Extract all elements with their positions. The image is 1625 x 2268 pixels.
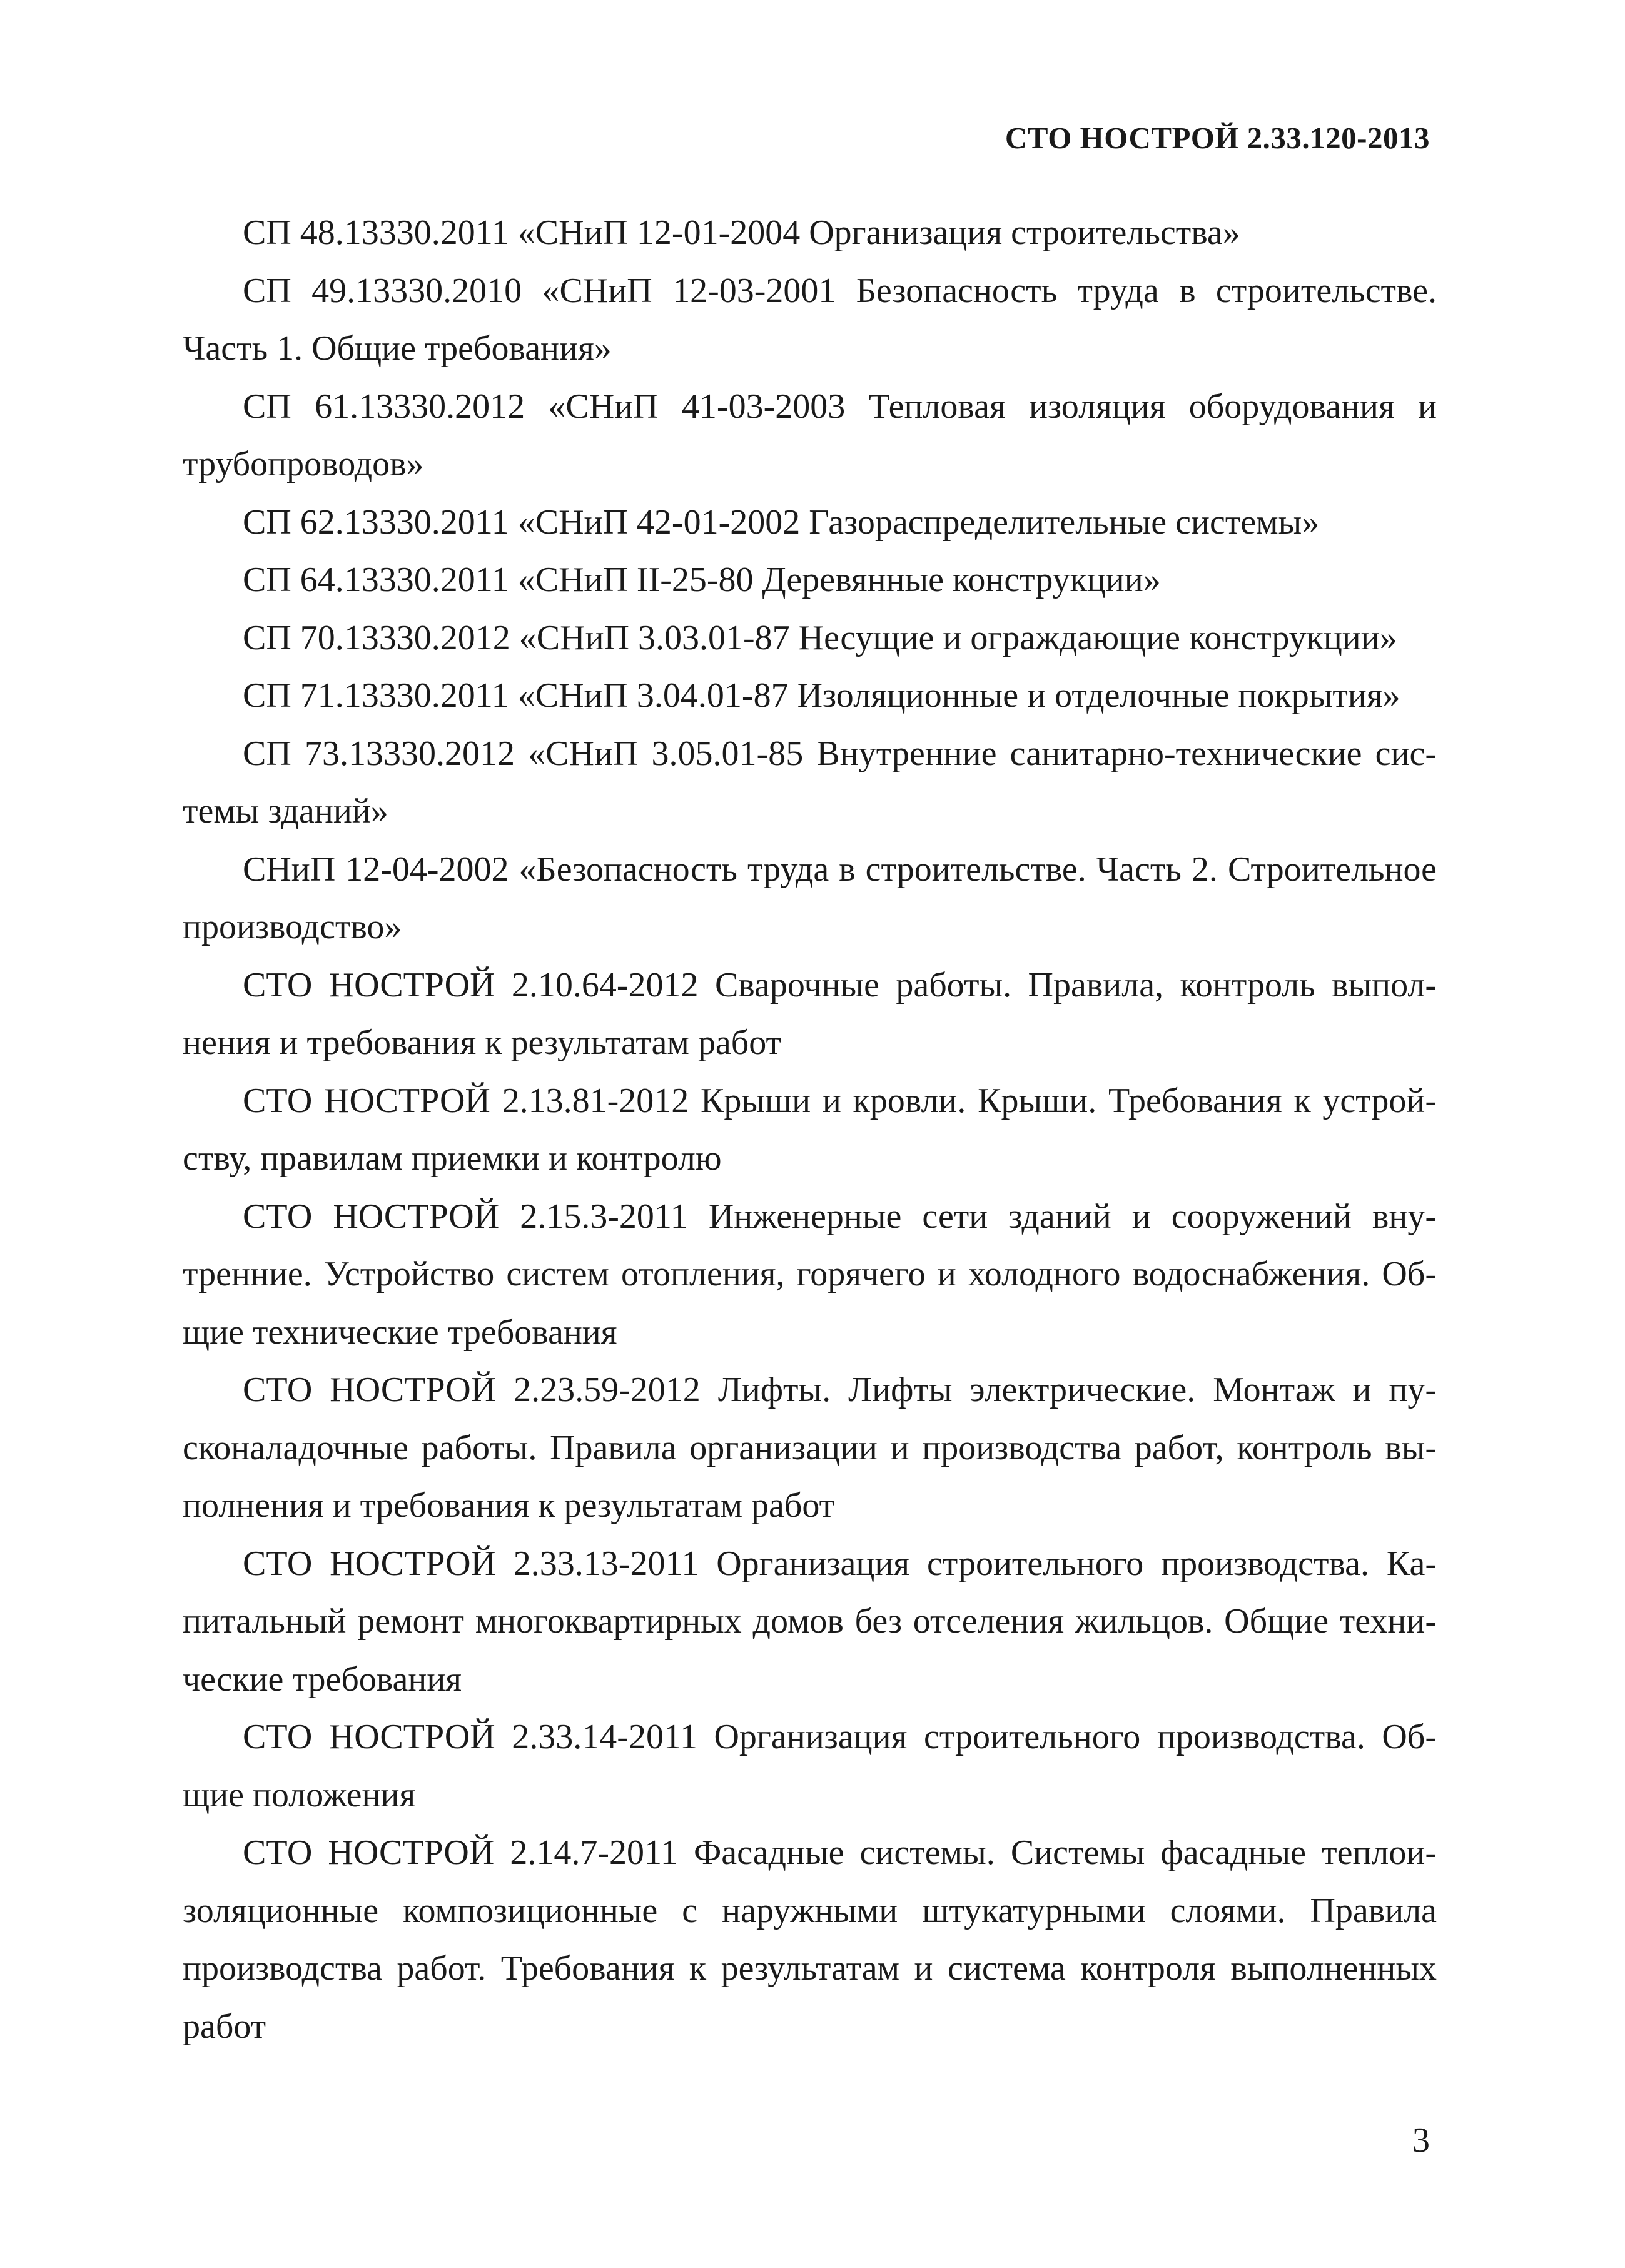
reference-item: СП 70.13330.2012 «СНиП 3.03.01-87 Несущие и ограждающие конструкции» xyxy=(243,618,1397,657)
reference-item: СТО НОСТРОЙ 2.23.59-2012 Лифты. Лифты электрические. Монтаж и пусконаладочные работы. Правила организации и производства работ, контроль выполнения и требования к результатам работ xyxy=(183,1370,1437,1525)
reference-item: СП 73.13330.2012 «СНиП 3.05.01-85 Внутренние санитарно-технические системы зданий» xyxy=(183,734,1437,831)
reference-item: СП 48.13330.2011 «СНиП 12-01-2004 Организация строительства» xyxy=(243,213,1240,252)
reference-item: СП 49.13330.2010 «СНиП 12-03-2001 Безопасность труда в строительстве. Часть 1. Общие требования» xyxy=(183,271,1437,368)
reference-item: СНиП 12-04-2002 «Безопасность труда в строительстве. Часть 2. Строительное производство» xyxy=(183,849,1437,946)
reference-item: СТО НОСТРОЙ 2.33.14-2011 Организация строительного производства. Общие положения xyxy=(183,1718,1437,1815)
reference-item: СТО НОСТРОЙ 2.15.3-2011 Инженерные сети зданий и сооружений внутренние. Устройство систем отопления, горячего и холодного водоснабжения. Общие технические требования xyxy=(183,1197,1437,1352)
reference-item: СП 71.13330.2011 «СНиП 3.04.01-87 Изоляционные и отделочные покрытия» xyxy=(243,676,1400,715)
reference-item: СП 62.13330.2011 «СНиП 42-01-2002 Газораспределительные системы» xyxy=(243,502,1320,542)
reference-item: СП 64.13330.2011 «СНиП II-25-80 Деревянные конструкции» xyxy=(243,560,1161,599)
reference-item: СТО НОСТРОЙ 2.13.81-2012 Крыши и кровли. Крыши. Требования к устройству, правилам приемки и контролю xyxy=(183,1081,1437,1178)
document-code-header: СТО НОСТРОЙ 2.33.120-2013 xyxy=(1005,121,1430,155)
reference-item: СТО НОСТРОЙ 2.10.64-2012 Сварочные работы. Правила, контроль выполнения и требования к результатам работ xyxy=(183,965,1437,1062)
reference-item: СТО НОСТРОЙ 2.14.7-2011 Фасадные системы. Системы фасадные теплоизоляционные композиционные с наружными штукатурными слоями. Правила производства работ. Требования к результатам и система контроля выполненных работ xyxy=(183,1833,1437,2046)
page-number: 3 xyxy=(1412,2121,1430,2160)
reference-item: СП 61.13330.2012 «СНиП 41-03-2003 Тепловая изоляция оборудования и трубопроводов» xyxy=(183,387,1437,483)
reference-list xyxy=(183,204,1437,2055)
reference-item: СТО НОСТРОЙ 2.33.13-2011 Организация строительного производства. Капитальный ремонт многоквартирных домов без отселения жильцов. Общие технические требования xyxy=(183,1544,1437,1699)
